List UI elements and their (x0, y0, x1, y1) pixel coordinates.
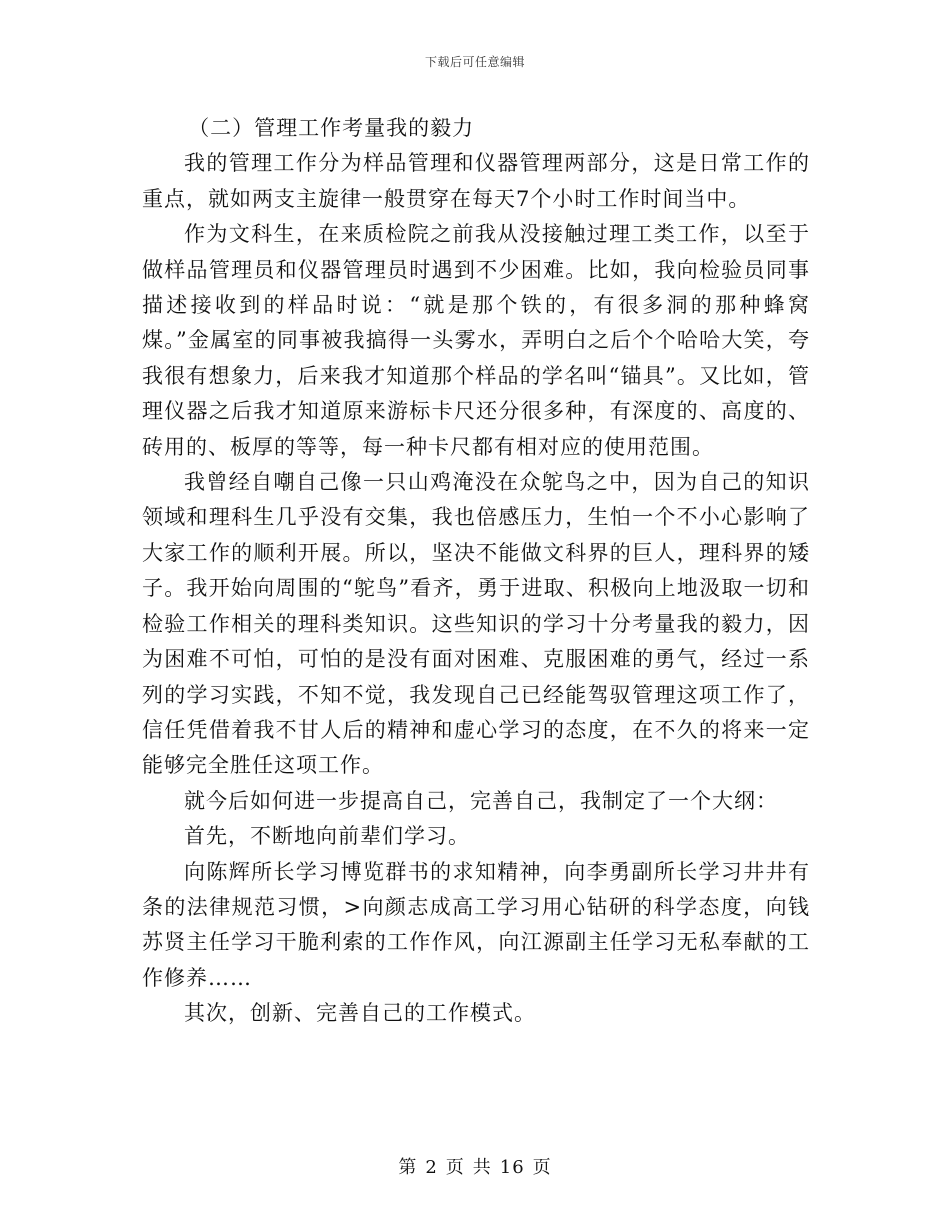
paragraph-difficulties: 作为文科生，在来质检院之前我从没接触过理工类工作，以至于做样品管理员和仪器管理员时遇到不少困难。比如，我向检验员同事描述接收到的样品时说：“就是那个铁的，有很多洞的那种蜂窝煤。”金属室的同事被我搞得一头雾水，弄明白之后个个哈哈大笑，夸我很有想象力，后来我才知道那个样品的学名叫“锚具”。又比如，管理仪器之后我才知道原来游标卡尺还分很多种，有深度的、高度的、砖用的、板厚的等等，每一种卡尺都有相对应的使用范围。 (142, 222, 810, 459)
paragraph-second-point: 其次，创新、完善自己的工作模式。 (184, 1001, 536, 1026)
paragraph-management-overview: 我的管理工作分为样品管理和仪器管理两部分，这是日常工作的重点，就如两支主旋律一般贯穿在每天7个小时工作时间当中。 (142, 151, 810, 211)
section-heading: （二）管理工作考量我的毅力 (188, 116, 475, 140)
footer-label-di: 第 (398, 1157, 418, 1178)
footer-label-ye-end: 页 (532, 1157, 552, 1178)
footer-label-ye: 页 (445, 1157, 465, 1178)
page-footer (0, 1153, 950, 1179)
paragraph-first-point: 首先，不断地向前辈们学习。 (184, 824, 470, 849)
document-body (142, 111, 810, 1032)
footer-label-gong: 共 (472, 1157, 492, 1178)
paragraph-learn-from-seniors: 向陈辉所长学习博览群书的求知精神，向李勇副所长学习井井有条的法律规范习惯，>向颜志成高工学习用心钻研的科学态度，向钱苏贤主任学习干脆利索的工作作风，向江源副主任学习无私奉献的工作修养…… (142, 859, 810, 990)
paragraph-outline-intro: 就今后如何进一步提高自己，完善自己，我制定了一个大纲： (184, 788, 778, 813)
footer-page-number: 2 (425, 1157, 438, 1178)
page-header: 下载后可任意编辑 (424, 55, 525, 69)
footer-total-pages: 16 (499, 1157, 525, 1178)
paragraph-self-improvement: 我曾经自嘲自己像一只山鸡淹没在众鸵鸟之中，因为自己的知识领域和理科生几乎没有交集，我也倍感压力，生怕一个不小心影响了大家工作的顺利开展。所以，坚决不能做文科界的巨人，理科界的矮子。我开始向周围的“鸵鸟”看齐，勇于进取、积极向上地汲取一切和检验工作相关的理科类知识。这些知识的学习十分考量我的毅力，因为困难不可怕，可怕的是没有面对困难、克服困难的勇气，经过一系列的学习实践，不知不觉，我发现自己已经能驾驭管理这项工作了，信任凭借着我不甘人后的精神和虚心学习的态度，在不久的将来一定能够完全胜任这项工作。 (142, 470, 810, 778)
